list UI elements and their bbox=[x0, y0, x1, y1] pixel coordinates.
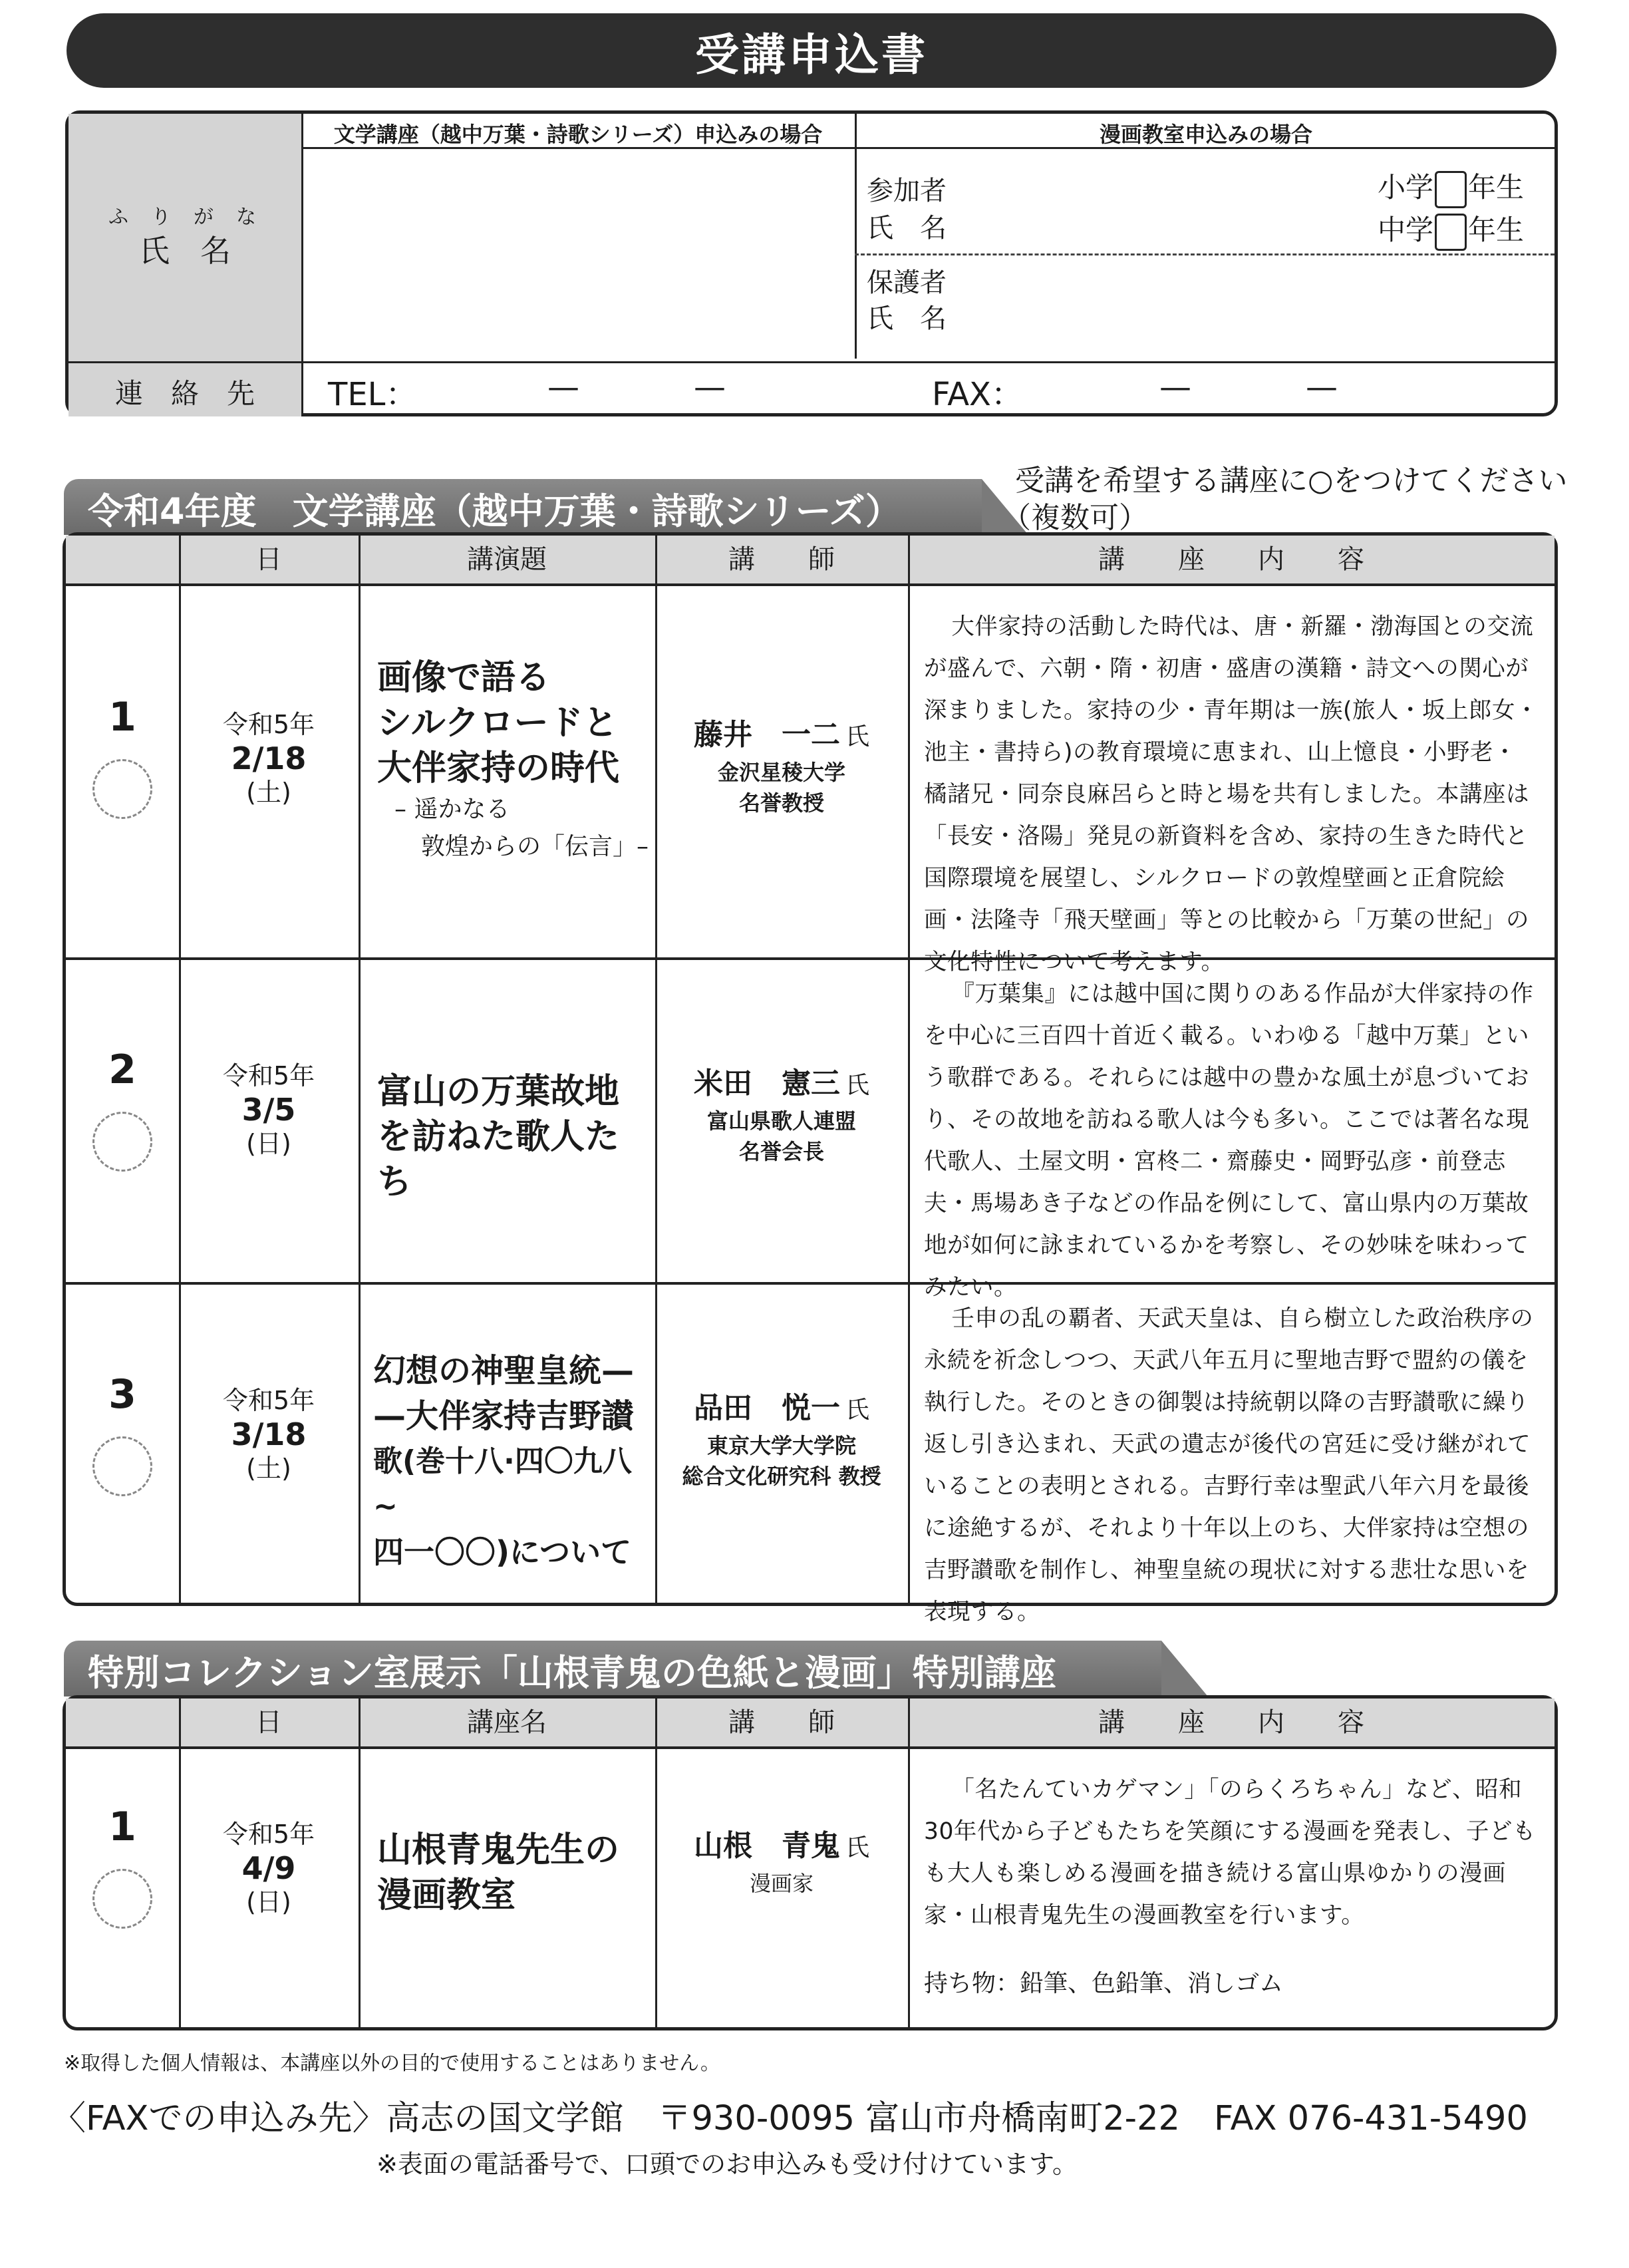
lit-name-field[interactable] bbox=[303, 150, 853, 360]
title-line: 山根青鬼先生の bbox=[377, 1830, 620, 1870]
lecturer-affiliation: 漫画家 bbox=[749, 1871, 814, 1896]
instruction-line1: 受講を希望する講座に○をつけてください bbox=[1015, 464, 1568, 498]
selection-circle[interactable] bbox=[92, 1869, 152, 1929]
date-era: 令和5年 bbox=[222, 1061, 315, 1090]
header-lecturer: 講 師 bbox=[728, 1707, 835, 1738]
grade-label: 年生 bbox=[1468, 214, 1525, 246]
date-day: (土) bbox=[246, 1454, 291, 1483]
title-line: 四一〇〇)について bbox=[373, 1534, 632, 1570]
lecture-description: 大伴家持の活動した時代は、唐・新羅・渤海国との交流が盛んで、六朝・隋・初唐・盛唐の漢籍・詩文への関心が深まりました。家持の少・青年期は一族(旅人・坂上郎女・池主・書持ら)の教育環境に恵まれ、山上憶良・小野老・橘諸兄・同奈良麻呂らと時と場を共有しました。本講座は「長安・洛陽」発見の新資料を含め、家持の生きた時代と国際環境を展望し、シルクロードの敦煌壁画と正倉院絵画・法隆寺「飛天壁画」等との比較から「万葉の世紀」の文化特性について考えます。 bbox=[924, 613, 1539, 975]
lecturer-name: 品田 悦一 bbox=[693, 1391, 840, 1425]
lecture-description: 『万葉集』には越中国に関りのある作品が大伴家持の作を中心に三百四十首近く載る。いわゆる「越中万葉」という歌群である。それらには越中の豊かな風土が息づいており、その故地を訪ねる歌人は今も多い。ここでは著名な現代歌人、土屋文明・宮柊二・齋藤史・岡野弘彦・前登志夫・馬場あき子などの作品を例にして、富山県内の万葉故地が如何に詠まれているかを考察し、その妙味を味わってみたい。 bbox=[924, 981, 1534, 1301]
selection-circle[interactable] bbox=[92, 759, 152, 819]
lecturer-affiliation: 東京大学大学院 bbox=[706, 1433, 856, 1458]
lecturer-name: 米田 憲三 bbox=[693, 1066, 840, 1100]
date-day: (日) bbox=[246, 1129, 291, 1158]
lecture-date bbox=[179, 1384, 359, 1484]
honorific: 氏 bbox=[845, 1396, 869, 1424]
footer-note: ※表面の電話番号で、口頭でのお申込みも受け付けています。 bbox=[376, 2150, 1078, 2179]
lecture-row bbox=[66, 960, 1555, 1301]
title-line: 大伴家持の時代 bbox=[377, 748, 620, 788]
lecturer-title: 総合文化研究科 教授 bbox=[682, 1464, 881, 1489]
fax-dash: — bbox=[1159, 369, 1191, 406]
items-to-bring: 持ち物：鉛筆、色鉛筆、消しゴム bbox=[924, 1970, 1284, 1997]
lecture-date bbox=[179, 1818, 359, 1918]
lecture-number: 1 bbox=[108, 1804, 136, 1850]
tel-field[interactable] bbox=[441, 365, 840, 412]
guardian-label: 保護者 bbox=[867, 267, 947, 298]
tel-label: TEL： bbox=[328, 376, 418, 413]
footer-contact: 〈FAXでの申込み先〉高志の国文学館 〒930-0095 富山市舟橋南町2-22 FAX 076-431-5490 bbox=[52, 2099, 1528, 2138]
fax-dash: — bbox=[1306, 369, 1338, 406]
lecturer-affiliation: 富山県歌人連盟 bbox=[706, 1108, 856, 1134]
header-content: 講 座 内 容 bbox=[1098, 544, 1364, 575]
lecturer-title: 名誉教授 bbox=[738, 790, 824, 816]
lecturer bbox=[655, 1388, 908, 1492]
date-day: (日) bbox=[246, 1887, 291, 1917]
lecturer-name: 藤井 一二 bbox=[693, 718, 840, 752]
tel-dash: — bbox=[694, 369, 726, 406]
lecture-number: 2 bbox=[108, 1047, 136, 1093]
date-value: 3/18 bbox=[231, 1416, 307, 1452]
selection-circle[interactable] bbox=[92, 1436, 152, 1496]
title-line: 富山の万葉故地 bbox=[377, 1072, 620, 1112]
title-line: 歌(巻十八·四〇九八~ bbox=[373, 1444, 632, 1524]
lecturer bbox=[655, 715, 908, 818]
lecturer-name: 山根 青鬼 bbox=[693, 1829, 840, 1863]
title-line: を訪ねた歌人たち bbox=[377, 1117, 620, 1202]
honorific: 氏 bbox=[845, 723, 869, 750]
lecture-title bbox=[377, 655, 650, 866]
fax-field[interactable] bbox=[1053, 365, 1452, 412]
header-date: 日 bbox=[255, 1707, 282, 1738]
header-title: 講座名 bbox=[467, 1707, 547, 1738]
lit-table bbox=[63, 532, 1558, 1625]
special-section-title: 特別コレクション室展示「山根青鬼の色紙と漫画」特別講座 bbox=[88, 1652, 1056, 1694]
elementary-grade bbox=[1378, 166, 1524, 208]
date-value: 2/18 bbox=[231, 740, 307, 776]
subtitle-line: 敦煌からの「伝言」– bbox=[421, 833, 649, 860]
lecturer bbox=[655, 1064, 908, 1167]
selection-circle[interactable] bbox=[92, 1112, 152, 1172]
date-era: 令和5年 bbox=[222, 1386, 315, 1415]
form-title: 受講申込書 bbox=[695, 29, 928, 81]
lit-section-heading bbox=[64, 479, 982, 535]
honorific: 氏 bbox=[845, 1072, 869, 1099]
date-value: 3/5 bbox=[241, 1092, 296, 1128]
date-value: 4/9 bbox=[241, 1850, 296, 1886]
title-line: —大伴家持吉野讃 bbox=[373, 1397, 635, 1435]
middle-grade bbox=[1378, 208, 1524, 251]
lecture-date bbox=[179, 709, 359, 808]
fax-label: FAX： bbox=[932, 376, 1023, 413]
middle-label: 中学 bbox=[1378, 214, 1434, 246]
participant-label: 参加者 bbox=[867, 176, 947, 206]
manga-apply-header: 漫画教室申込みの場合 bbox=[1099, 122, 1312, 147]
date-day: (土) bbox=[246, 778, 291, 807]
guardian-name-label: 氏 名 bbox=[867, 303, 947, 334]
lecture-description: 壬申の乱の覇者、天武天皇は、自ら樹立した政治秩序の永続を祈念しつつ、天武八年五月に聖地吉野で盟約の儀を執行した。そのときの御製は持統朝以降の吉野讃歌に繰り返し引き込まれ、天武の遺志が後代の宮廷に受け継がれていることの表明とされる。吉野行幸は聖武八年六月を最後に途絶するが、それより十年以上のち、大伴家持は空想の吉野讃歌を制作し、神聖皇統の現状に対する悲壮な思いを表現する。 bbox=[924, 1305, 1534, 1625]
lecture-number: 1 bbox=[108, 694, 136, 740]
subtitle-line: – 遥かなる bbox=[394, 796, 510, 823]
lecture-title bbox=[377, 1069, 650, 1205]
header-title: 講演題 bbox=[467, 544, 547, 575]
name-label: 氏 名 bbox=[139, 233, 231, 269]
participant-name-label: 氏 名 bbox=[867, 213, 947, 243]
special-table bbox=[63, 1695, 1558, 2030]
lecture-title bbox=[373, 1349, 653, 1575]
guardian-name-field[interactable] bbox=[1000, 260, 1545, 359]
lecture-date bbox=[179, 1060, 359, 1160]
lecture-title bbox=[377, 1828, 650, 1918]
lit-section-title: 令和4年度 文学講座（越中万葉・詩歌シリーズ） bbox=[88, 490, 901, 532]
lit-table-header bbox=[66, 536, 1555, 586]
lecture-description: 「名たんていカゲマン」「のらくろちゃん」など、昭和30年代から子どもたちを笑顔にする漫画を発表し、子どもも大人も楽しめる漫画を描き続ける富山県ゆかりの漫画家・山根青鬼先生の漫画教室を行います。 bbox=[924, 1776, 1536, 1929]
middle-grade-box[interactable] bbox=[1435, 214, 1467, 251]
privacy-note: ※取得した個人情報は、本講座以外の目的で使用することはありません。 bbox=[64, 2052, 720, 2075]
lecturer bbox=[655, 1826, 908, 1899]
header-date: 日 bbox=[255, 544, 282, 575]
title-line: 漫画教室 bbox=[377, 1875, 516, 1915]
elementary-label: 小学 bbox=[1378, 171, 1434, 204]
lit-apply-header: 文学講座（越中万葉・詩歌シリーズ）申込みの場合 bbox=[333, 122, 823, 147]
contact-label: 連 絡 先 bbox=[114, 377, 255, 410]
lecture-number: 3 bbox=[108, 1371, 136, 1418]
grade-label: 年生 bbox=[1468, 171, 1525, 204]
tel-dash: — bbox=[547, 369, 579, 406]
furigana-label: ふりがな bbox=[108, 206, 279, 229]
lecture-row bbox=[66, 1285, 1555, 1625]
form-title-bar bbox=[67, 13, 1556, 88]
lecture-row bbox=[66, 589, 1555, 975]
heading-tail bbox=[1161, 1641, 1208, 1697]
special-table-header bbox=[66, 1699, 1555, 1749]
special-section-heading bbox=[64, 1641, 1161, 1697]
header-lecturer: 講 師 bbox=[728, 544, 835, 575]
elementary-grade-box[interactable] bbox=[1435, 171, 1467, 208]
title-line: 画像で語る bbox=[377, 658, 551, 698]
date-era: 令和5年 bbox=[222, 1820, 315, 1849]
honorific: 氏 bbox=[845, 1834, 869, 1862]
title-line: シルクロードと bbox=[377, 703, 618, 743]
lecturer-affiliation: 金沢星稜大学 bbox=[717, 760, 845, 785]
lecture-row bbox=[66, 1752, 1555, 2027]
lecturer-title: 名誉会長 bbox=[738, 1139, 824, 1164]
date-era: 令和5年 bbox=[222, 710, 315, 739]
application-form bbox=[65, 110, 1558, 416]
header-content: 講 座 内 容 bbox=[1098, 1707, 1364, 1738]
title-line: 幻想の神聖皇統— bbox=[373, 1352, 635, 1390]
instruction-line2: （複数可） bbox=[1002, 501, 1148, 535]
